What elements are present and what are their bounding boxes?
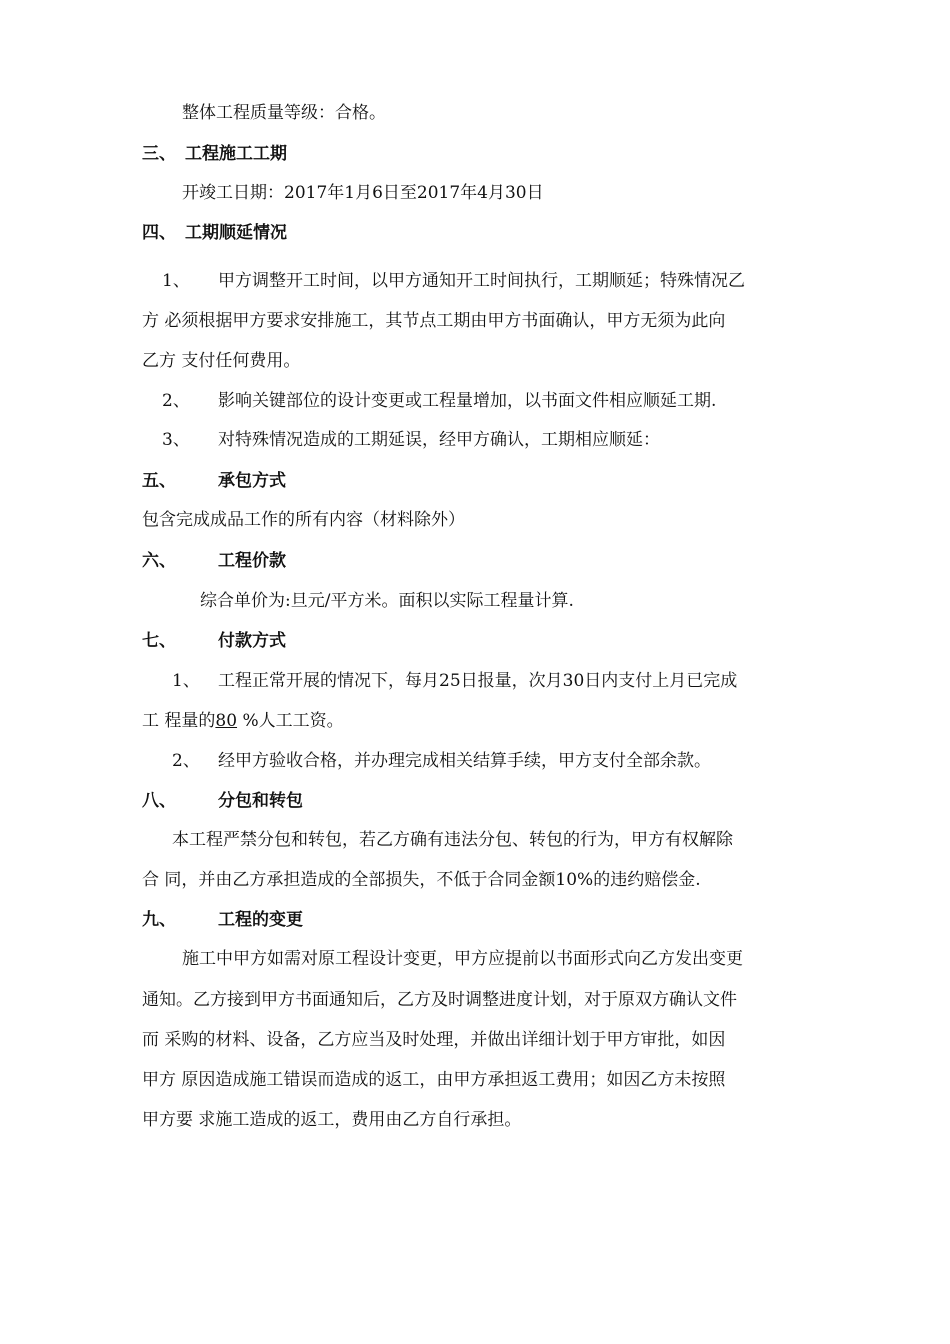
section-7-item-1-line-1: 工程正常开展的情况下，每月25日报量，次月30日内支付上月已完成 (218, 671, 738, 691)
section-3-body: 开竣工日期：2017年1月6日至2017年4月30日 (182, 183, 544, 203)
section-5-num: 五、 (142, 471, 176, 491)
section-3-title: 工程施工工期 (185, 144, 287, 164)
section-8-line-2: 合 同，并由乙方承担造成的全部损失，不低于合同金额10%的违约赔偿金. (142, 870, 701, 890)
section-9-line-2: 通知。乙方接到甲方书面通知后，乙方及时调整进度计划，对于原双方确认文件 (142, 990, 737, 1010)
section-9-line-3: 而 采购的材料、设备，乙方应当及时处理，并做出详细计划于甲方审批，如因 (142, 1030, 726, 1050)
section-4-num: 四、 (142, 223, 176, 243)
section-5-title: 承包方式 (218, 471, 286, 491)
section-6-num: 六、 (142, 551, 176, 571)
section-4-item-1-num: 1、 (162, 271, 190, 291)
section-8-num: 八、 (142, 791, 176, 811)
section-8-line-1: 本工程严禁分包和转包，若乙方确有违法分包、转包的行为，甲方有权解除 (172, 830, 733, 850)
section-7-item-2-line: 经甲方验收合格，并办理完成相关结算手续，甲方支付全部余款。 (218, 751, 711, 771)
line-2-prefix: 工 程量的 (142, 711, 216, 731)
section-9-line-5: 甲方要 求施工造成的返工，费用由乙方自行承担。 (142, 1110, 522, 1130)
section-3-num: 三、 (142, 144, 176, 164)
section-4-item-2-num: 2、 (162, 391, 190, 411)
section-9-num: 九、 (142, 910, 176, 930)
section-9-line-1: 施工中甲方如需对原工程设计变更，甲方应提前以书面形式向乙方发出变更 (182, 949, 743, 969)
section-7-num: 七、 (142, 631, 176, 651)
section-9-title: 工程的变更 (218, 910, 303, 930)
section-4-item-1-line-2: 方 必须根据甲方要求安排施工，其节点工期由甲方书面确认，甲方无须为此向 (142, 311, 726, 331)
section-6-body: 综合单价为:旦元/平方米。面积以实际工程量计算. (200, 591, 574, 611)
section-5-body: 包含完成成品工作的所有内容（材料除外） (142, 510, 465, 530)
section-4-item-2-line: 影响关键部位的设计变更或工程量增加，以书面文件相应顺延工期. (218, 391, 717, 411)
section-4-item-1-line-3: 乙方 支付任何费用。 (142, 351, 301, 371)
section-4-item-1-line-1: 甲方调整开工时间，以甲方通知开工时间执行，工期顺延；特殊情况乙 (218, 271, 745, 291)
section-4-item-3-num: 3、 (162, 430, 190, 450)
section-6-title: 工程价款 (218, 551, 286, 571)
wage-percentage-value: 80 (215, 711, 238, 731)
section-8-title: 分包和转包 (218, 791, 303, 811)
section-4-title: 工期顺延情况 (185, 223, 287, 243)
section-7-title: 付款方式 (218, 631, 286, 651)
quality-grade-line: 整体工程质量等级：合格。 (182, 103, 386, 123)
section-9-line-4: 甲方 原因造成施工错误而造成的返工，由甲方承担返工费用；如因乙方未按照 (142, 1070, 726, 1090)
section-7-item-2-num: 2、 (172, 751, 200, 771)
line-2-suffix: %人工工资。 (237, 711, 344, 731)
section-4-item-3-line: 对特殊情况造成的工期延误，经甲方确认，工期相应顺延： (218, 430, 660, 450)
section-7-item-1-num: 1、 (172, 671, 200, 691)
section-7-item-1-line-2 (142, 710, 344, 732)
